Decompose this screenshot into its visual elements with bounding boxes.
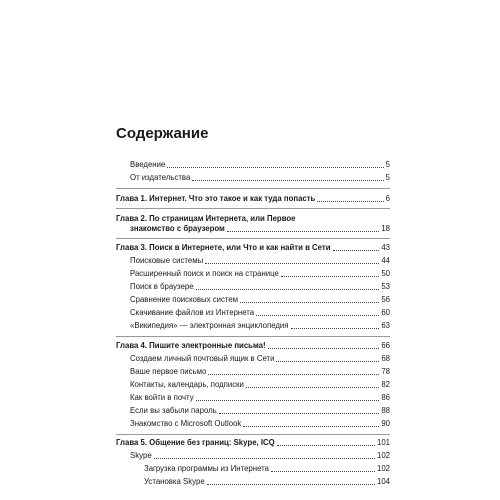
toc-page-number: 44 bbox=[381, 256, 390, 265]
toc-subentry[interactable] bbox=[144, 464, 390, 474]
toc-page-number: 102 bbox=[376, 464, 390, 473]
toc-page-number: 82 bbox=[381, 380, 390, 389]
dot-leader bbox=[256, 315, 379, 316]
toc-entry-label: Skype bbox=[130, 451, 152, 460]
toc-entry[interactable] bbox=[130, 406, 390, 416]
toc-entry[interactable] bbox=[130, 308, 390, 318]
dot-leader bbox=[276, 361, 379, 362]
toc-page-number: 6 bbox=[385, 194, 390, 203]
dot-leader bbox=[154, 458, 375, 459]
toc-entry-label: Загрузка программы из Интернета bbox=[144, 464, 269, 473]
dot-leader bbox=[196, 400, 380, 401]
toc-page-number: 78 bbox=[381, 367, 390, 376]
toc-entry-label: «Википедия» — электронная энциклопедия bbox=[130, 321, 289, 330]
toc-entry-intro[interactable] bbox=[130, 160, 390, 170]
dot-leader bbox=[281, 276, 379, 277]
dot-leader bbox=[317, 201, 383, 202]
toc-entry[interactable] bbox=[130, 393, 390, 403]
toc-page-number: 50 bbox=[381, 269, 390, 278]
toc-page-number: 101 bbox=[376, 438, 390, 447]
dot-leader bbox=[243, 426, 379, 427]
toc-chapter-1[interactable] bbox=[116, 194, 390, 204]
dot-leader bbox=[227, 231, 380, 232]
toc-page-number: 18 bbox=[381, 224, 390, 233]
toc-entry[interactable] bbox=[130, 354, 390, 364]
toc-entry-label-line1: Глава 2. По страницам Интернета, или Первое bbox=[116, 214, 296, 223]
toc-entry-label-line2: знакомство с браузером bbox=[130, 224, 225, 233]
toc-entry[interactable] bbox=[130, 380, 390, 390]
toc-entry[interactable] bbox=[130, 269, 390, 279]
toc-page-number: 104 bbox=[376, 477, 390, 486]
dot-leader bbox=[208, 374, 379, 375]
dot-leader bbox=[271, 471, 375, 472]
toc-entry-label: Поисковые системы bbox=[130, 256, 204, 265]
toc-page-number: 43 bbox=[381, 243, 390, 252]
toc-entry-label: От издательства bbox=[130, 173, 191, 182]
toc-entry-label: Поиск в браузере bbox=[130, 282, 194, 291]
divider bbox=[116, 208, 390, 209]
toc-entry-label: Расширенный поиск и поиск на странице bbox=[130, 269, 279, 278]
toc-page-number: 102 bbox=[376, 451, 390, 460]
toc-chapter-3[interactable] bbox=[116, 243, 390, 253]
toc-page-number: 68 bbox=[381, 354, 390, 363]
toc-page-number: 56 bbox=[381, 295, 390, 304]
toc-page-number: 60 bbox=[381, 308, 390, 317]
toc-entry[interactable] bbox=[130, 451, 390, 461]
toc-entry-label: Ваше первое письмо bbox=[130, 367, 207, 376]
toc-entry-label: Глава 3. Поиск в Интернете, или Что и как найти в Сети bbox=[116, 243, 331, 252]
toc-entry-label: Если вы забыли пароль bbox=[130, 406, 217, 415]
dot-leader bbox=[196, 289, 380, 290]
toc-page-number: 86 bbox=[381, 393, 390, 402]
dot-leader bbox=[167, 167, 383, 168]
page-title: Содержание bbox=[116, 125, 209, 142]
toc-chapter-5[interactable] bbox=[116, 438, 390, 448]
dot-leader bbox=[219, 413, 380, 414]
dot-leader bbox=[240, 302, 379, 303]
toc-entry-label: Как войти в почту bbox=[130, 393, 194, 402]
toc-page-number: 66 bbox=[381, 341, 390, 350]
toc-entry-label: Установка Skype bbox=[144, 477, 205, 486]
toc-entry-label: Глава 1. Интернет. Что это такое и как туда попасть bbox=[116, 194, 316, 203]
toc-entry-label: Глава 4. Пишите электронные письма! bbox=[116, 341, 266, 350]
toc-page-number: 63 bbox=[381, 321, 390, 330]
toc-entry-label: Знакомство с Microsoft Outlook bbox=[130, 419, 242, 428]
dot-leader bbox=[205, 263, 379, 264]
toc-entry-label: Скачивание файлов из Интернета bbox=[130, 308, 255, 317]
divider bbox=[116, 188, 390, 189]
toc-entry[interactable] bbox=[130, 295, 390, 305]
toc-entry-publisher[interactable] bbox=[130, 173, 390, 183]
toc-entry-label: Контакты, календарь, подписки bbox=[130, 380, 244, 389]
toc-entry-label: Сравнение поисковых систем bbox=[130, 295, 239, 304]
toc-entry[interactable] bbox=[130, 321, 390, 331]
dot-leader bbox=[268, 348, 380, 349]
dot-leader bbox=[277, 445, 375, 446]
toc-page-number: 53 bbox=[381, 282, 390, 291]
divider bbox=[116, 434, 390, 435]
dot-leader bbox=[207, 484, 375, 485]
toc-chapter-2[interactable] bbox=[116, 214, 390, 234]
toc-entry[interactable] bbox=[130, 256, 390, 266]
toc-entry[interactable] bbox=[130, 367, 390, 377]
dot-leader bbox=[246, 387, 379, 388]
toc-chapter-4[interactable] bbox=[116, 341, 390, 351]
divider bbox=[116, 238, 390, 239]
divider bbox=[116, 336, 390, 337]
dot-leader bbox=[291, 328, 380, 329]
dot-leader bbox=[192, 180, 383, 181]
toc-entry-label: Глава 5. Общение без границ: Skype, ICQ bbox=[116, 438, 275, 447]
toc-entry-label: Создаем личный почтовый ящик в Сети bbox=[130, 354, 275, 363]
toc-entry[interactable] bbox=[130, 419, 390, 429]
dot-leader bbox=[333, 250, 380, 251]
toc-page-number: 5 bbox=[385, 173, 390, 182]
toc-page-number: 5 bbox=[385, 160, 390, 169]
toc-entry[interactable] bbox=[130, 282, 390, 292]
toc-page-number: 90 bbox=[381, 419, 390, 428]
toc-subentry[interactable] bbox=[144, 477, 390, 487]
toc-entry-label: Введение bbox=[130, 160, 166, 169]
toc-page-number: 88 bbox=[381, 406, 390, 415]
